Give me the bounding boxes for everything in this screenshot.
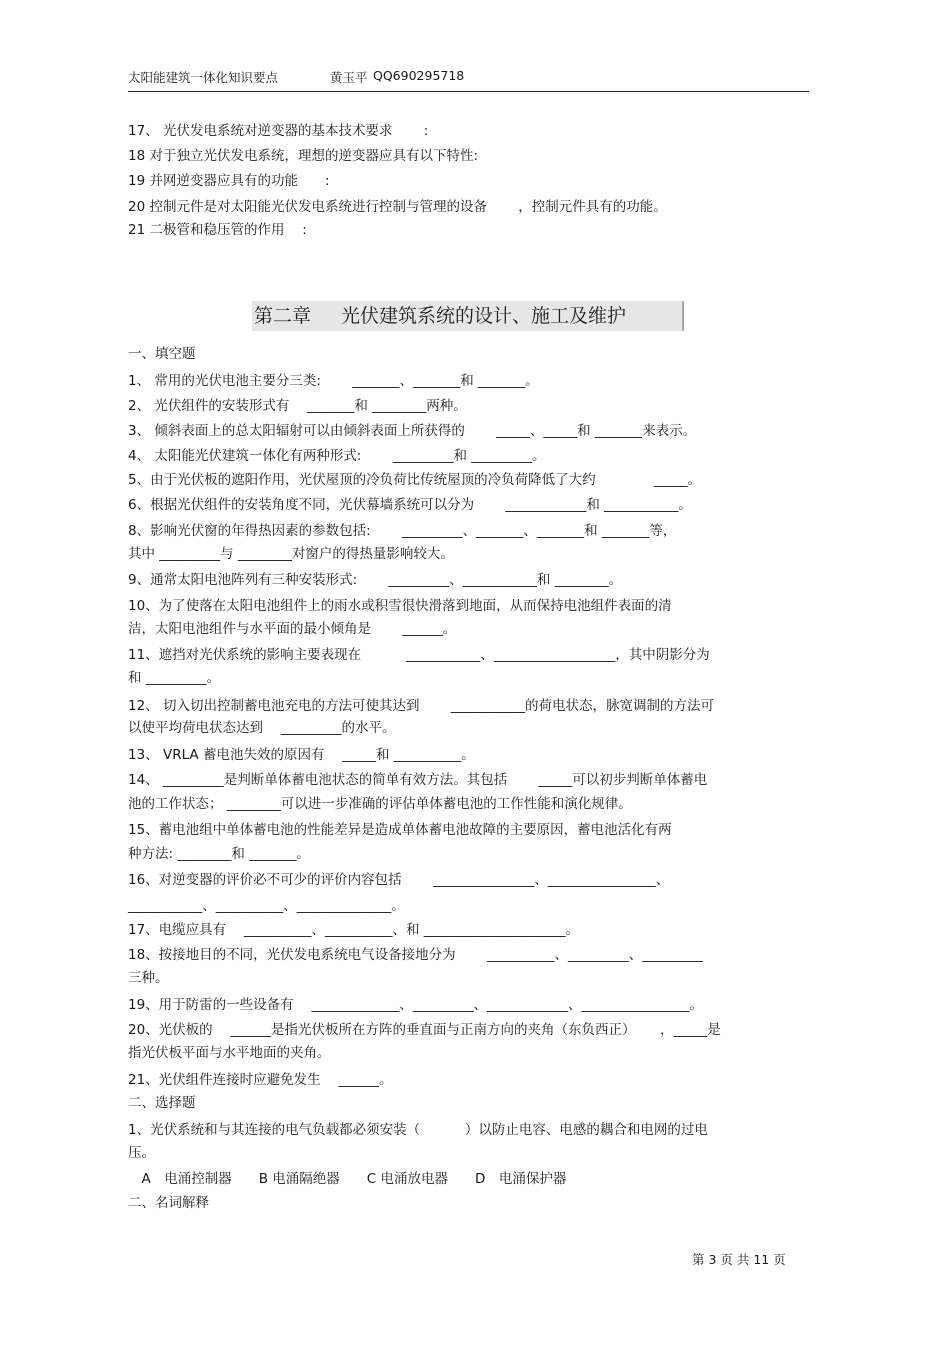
header-author: 黄玉平: [330, 70, 368, 85]
fill-line: 8、影响光伏窗的年得热因素的参数包括: _________、_______、_______和 _______等，: [128, 523, 677, 539]
fill-line: 4、 太阳能光伏建筑一体化有两种形式: _________和 _________。: [128, 448, 546, 464]
fill-line: 种方法: ________和 _______。: [128, 846, 310, 862]
page-number: 第 3 页 共 11 页: [692, 1252, 786, 1267]
fill-line: 17、电缆应具有 __________、__________、和 _____________________。: [128, 922, 580, 938]
fill-line: ___________、__________、______________。: [128, 898, 405, 914]
fill-line: 10、为了使落在太阳电池组件上的雨水或积雪很快滑落到地面，从而保持电池组件表面的清: [128, 598, 672, 614]
header-title: 太阳能建筑一体化知识要点: [128, 70, 279, 85]
fill-line: 16、对逆变器的评价必不可少的评价内容包括 _______________、________________、: [128, 872, 670, 888]
fill-line: 15、蓄电池组中单体蓄电池的性能差异是造成单体蓄电池故障的主要原因，蓄电池活化有两: [128, 822, 672, 838]
fill-line: 2、 光伏组件的安装形式有 _______和 ________两种。: [128, 398, 467, 414]
fill-line: 13、 VRLA 蓄电池失效的原因有 _____和 __________。: [128, 747, 475, 763]
choice-line: 压。: [128, 1145, 155, 1161]
fill-line: 和 _________。: [128, 670, 221, 686]
choice-line: 1、光伏系统和与其连接的电气负载都必须安装（ ）以防止电容、电感的耦合和电网的过电: [128, 1122, 708, 1138]
fill-line: 1、 常用的光伏电池主要分三类: _______、_______和 _______。: [128, 373, 539, 389]
fill-line: 5、由于光伏板的遮阳作用，光伏屋顶的冷负荷比传统屋顶的冷负荷降低了大约 _____。: [128, 472, 702, 488]
chapter-title: 光伏建筑系统的设计、施工及维护: [341, 305, 627, 327]
fill-line: 18、按接地目的不同，光伏发电系统电气设备接地分为 __________、_________、_________: [128, 947, 703, 963]
chapter-heading: [252, 301, 684, 331]
fill-line: 其中 _________与 ________对窗户的得热量影响较大。: [128, 546, 454, 562]
question-item: 17、 光伏发电系统对逆变器的基本技术要求 :: [128, 123, 429, 139]
question-item: 21 二极管和稳压管的作用 :: [128, 222, 307, 238]
fill-line: 洁，太阳电池组件与水平面的最小倾角是 ______。: [128, 621, 457, 637]
fill-line: 19、用于防雷的一些设备有 _____________、_________、____________、________________。: [128, 997, 703, 1013]
question-item: 20 控制元件是对太阳能光伏发电系统进行控制与管理的设备 ，控制元件具有的功能。: [128, 199, 667, 215]
fill-line: 21、光伏组件连接时应避免发生 ______。: [128, 1072, 393, 1088]
header-contact: QQ690295718: [373, 68, 465, 83]
section-choice: 二、选择题: [128, 1095, 196, 1111]
fill-line: 池的工作状态； ________可以进一步准确的评估单体蓄电池的工作性能和演化规律。: [128, 796, 632, 812]
section-fill-blank: 一、填空题: [128, 346, 196, 362]
chapter-number: 第二章: [254, 305, 312, 327]
fill-line: 14、 _________是判断单体蓄电池状态的简单有效方法。其包括 _____可以初步判断单体蓄电: [128, 772, 708, 788]
fill-line: 9、通常太阳电池阵列有三种安装形式: _________、___________和 ________。: [128, 572, 623, 588]
fill-line: 指光伏板平面与水平地面的夹角。: [128, 1045, 331, 1061]
header-rule: [128, 91, 809, 92]
fill-line: 12、 切入切出控制蓄电池充电的方法可使其达到 ___________的荷电状态，脉宽调制的方法可: [128, 698, 715, 714]
fill-line: 三种。: [128, 970, 169, 986]
question-item: 18 对于独立光伏发电系统，理想的逆变器应具有以下特性:: [128, 148, 479, 164]
fill-line: 11、遮挡对光伏系统的影响主要表现在 ___________、__________________，其中阴影分为: [128, 647, 710, 663]
section-terms: 二、名词解释: [128, 1195, 209, 1211]
fill-line: 20、光伏板的 ______是指光伏板所在方阵的垂直面与正南方向的夹角（东负西正） ，_____是: [128, 1022, 721, 1038]
choice-options: A 电涌控制器 B 电涌隔绝器 C 电涌放电器 D 电涌保护器: [128, 1171, 567, 1187]
fill-line: 以使平均荷电状态达到 _________的水平。: [128, 720, 396, 736]
fill-line: 6、根据光伏组件的安装角度不同，光伏幕墙系统可以分为 ____________和 ___________。: [128, 497, 692, 513]
question-item: 19 并网逆变器应具有的功能 :: [128, 173, 330, 189]
fill-line: 3、 倾斜表面上的总太阳辐射可以由倾斜表面上所获得的 _____、_____和 _______来表示。: [128, 423, 697, 439]
